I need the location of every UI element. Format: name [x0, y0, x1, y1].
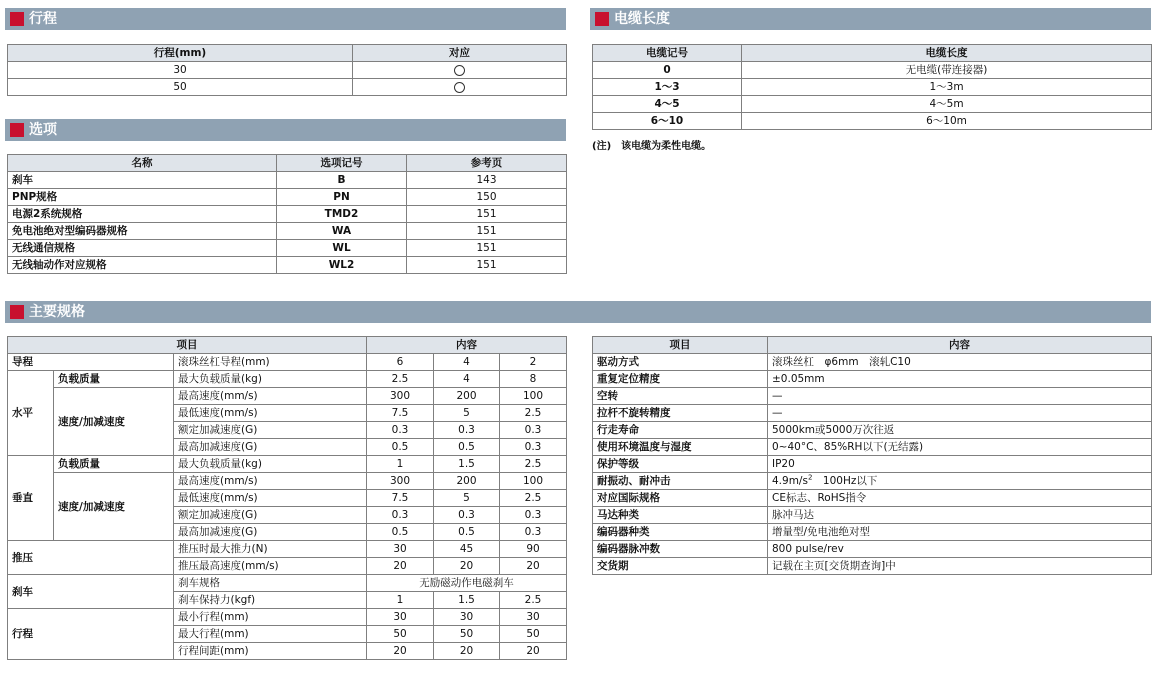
section-marker-icon — [10, 305, 24, 319]
spec-item: 最低速度(mm/s) — [174, 490, 367, 507]
option-code: WA — [277, 223, 407, 240]
section-marker-icon — [595, 12, 609, 26]
table-row — [593, 79, 1152, 96]
spec-item: 保护等级 — [593, 456, 768, 473]
spec-value: 200 — [434, 473, 500, 490]
subgroup-label: 负载质量 — [54, 456, 174, 473]
table-row — [8, 240, 567, 257]
table-row — [8, 609, 567, 626]
option-code: WL — [277, 240, 407, 257]
section-title: 电缆长度 — [614, 11, 670, 27]
spec-value: 2.5 — [367, 371, 434, 388]
table-row — [593, 473, 1152, 490]
option-page: 151 — [407, 206, 567, 223]
cable-code: 1～3 — [593, 79, 742, 96]
spec-item: 驱动方式 — [593, 354, 768, 371]
spec-value: 2 — [500, 354, 567, 371]
spec-value: 4 — [434, 354, 500, 371]
table-row — [593, 371, 1152, 388]
column-header: 名称 — [8, 155, 277, 172]
table-row — [593, 96, 1152, 113]
column-header: 内容 — [367, 337, 567, 354]
cable-length: 4～5m — [742, 96, 1152, 113]
column-header: 参考页 — [407, 155, 567, 172]
spec-value: 无励磁动作电磁刹车 — [367, 575, 567, 592]
spec-value: 0.5 — [367, 439, 434, 456]
spec-value: 50 — [367, 626, 434, 643]
table-row — [8, 388, 567, 405]
table-row — [8, 172, 567, 189]
spec-value: 0.3 — [500, 439, 567, 456]
table-row — [8, 371, 567, 388]
table-row — [593, 524, 1152, 541]
table-row — [8, 79, 567, 96]
spec-value: 5 — [434, 405, 500, 422]
subgroup-label: 速度/加减速度 — [54, 473, 174, 541]
spec-item: 最小行程(mm) — [174, 609, 367, 626]
table-row — [8, 62, 567, 79]
spec-value: 45 — [434, 541, 500, 558]
table-row — [593, 541, 1152, 558]
column-header: 电缆长度 — [742, 45, 1152, 62]
table-row — [8, 456, 567, 473]
spec-value: 0.5 — [434, 439, 500, 456]
spec-value: 2.5 — [500, 592, 567, 609]
table-row — [593, 62, 1152, 79]
option-page: 143 — [407, 172, 567, 189]
section-marker-icon — [10, 12, 24, 26]
spec-value: 5000km或5000万次往返 — [768, 422, 1152, 439]
spec-value: 20 — [367, 558, 434, 575]
spec-item: 使用环境温度与湿度 — [593, 439, 768, 456]
spec-value: — — [768, 388, 1152, 405]
table-row — [593, 507, 1152, 524]
spec-value: 2.5 — [500, 405, 567, 422]
table-row — [593, 422, 1152, 439]
spec-item: 行走寿命 — [593, 422, 768, 439]
table-row — [8, 223, 567, 240]
subgroup-label: 速度/加减速度 — [54, 388, 174, 456]
stroke-value: 30 — [8, 62, 353, 79]
section-marker-icon — [10, 123, 24, 137]
spec-item: 马达种类 — [593, 507, 768, 524]
spec-value: 100 — [500, 388, 567, 405]
spec-item: 耐振动、耐冲击 — [593, 473, 768, 490]
spec-value: 滚珠丝杠 φ6mm 滚轧C10 — [768, 354, 1152, 371]
table-row — [593, 456, 1152, 473]
spec-value: 50 — [500, 626, 567, 643]
table-header-row — [593, 337, 1152, 354]
spec-value: — — [768, 405, 1152, 422]
spec-value: 20 — [434, 558, 500, 575]
option-name: 无线通信规格 — [8, 240, 277, 257]
stroke-table — [7, 44, 567, 96]
spec-item: 交货期 — [593, 558, 768, 575]
spec-value: 1.5 — [434, 456, 500, 473]
vibration-exponent: 2 — [807, 473, 813, 482]
spec-item: 编码器种类 — [593, 524, 768, 541]
spec-value: 30 — [367, 541, 434, 558]
section-header-options — [5, 119, 566, 141]
table-row — [593, 113, 1152, 130]
vibration-suffix: 100Hz以下 — [812, 475, 878, 487]
table-row — [8, 473, 567, 490]
table-row — [593, 405, 1152, 422]
spec-value: 1 — [367, 456, 434, 473]
spec-value: 0.3 — [500, 507, 567, 524]
cable-length: 无电缆(带连接器) — [742, 62, 1152, 79]
vibration-value: 4.9m/s — [772, 475, 808, 487]
cable-code: 4～5 — [593, 96, 742, 113]
spec-item: 最大负载质量(kg) — [174, 371, 367, 388]
spec-value: 20 — [434, 643, 500, 660]
group-label: 行程 — [8, 609, 174, 660]
spec-item: 推压时最大推力(N) — [174, 541, 367, 558]
spec-value: 50 — [434, 626, 500, 643]
spec-item: 最低速度(mm/s) — [174, 405, 367, 422]
spec-item: 最大行程(mm) — [174, 626, 367, 643]
spec-value: 6 — [367, 354, 434, 371]
spec-value: 7.5 — [367, 405, 434, 422]
main-spec-left-table — [7, 336, 567, 660]
spec-item: 刹车规格 — [174, 575, 367, 592]
group-label: 水平 — [8, 371, 54, 456]
column-header: 项目 — [8, 337, 367, 354]
spec-item: 拉杆不旋转精度 — [593, 405, 768, 422]
cable-length: 1～3m — [742, 79, 1152, 96]
table-row — [8, 541, 567, 558]
column-header: 内容 — [768, 337, 1152, 354]
spec-item: 对应国际规格 — [593, 490, 768, 507]
circle-icon — [454, 65, 465, 76]
spec-item: 最高速度(mm/s) — [174, 473, 367, 490]
option-page: 151 — [407, 257, 567, 274]
spec-value: 100 — [500, 473, 567, 490]
option-page: 151 — [407, 223, 567, 240]
table-row — [8, 575, 567, 592]
column-header: 选项记号 — [277, 155, 407, 172]
spec-value: 2.5 — [500, 456, 567, 473]
spec-value: 脉冲马达 — [768, 507, 1152, 524]
table-row — [8, 354, 567, 371]
section-title: 行程 — [29, 11, 57, 27]
group-label: 刹车 — [8, 575, 174, 609]
spec-value: 300 — [367, 388, 434, 405]
table-header-row — [593, 45, 1152, 62]
cable-length: 6～10m — [742, 113, 1152, 130]
section-header-main-spec — [5, 301, 1151, 323]
spec-value: 0.5 — [434, 524, 500, 541]
table-row — [593, 558, 1152, 575]
spec-value: 0.3 — [500, 524, 567, 541]
spec-value: 0.5 — [367, 524, 434, 541]
option-code: TMD2 — [277, 206, 407, 223]
section-title: 选项 — [29, 122, 57, 138]
option-code: WL2 — [277, 257, 407, 274]
spec-value: 0.3 — [367, 507, 434, 524]
spec-item: 推压最高速度(mm/s) — [174, 558, 367, 575]
column-header: 行程(mm) — [8, 45, 353, 62]
spec-value: CE标志、RoHS指令 — [768, 490, 1152, 507]
options-table — [7, 154, 567, 274]
spec-value: 20 — [367, 643, 434, 660]
option-name: 电源2系统规格 — [8, 206, 277, 223]
spec-value: 1.5 — [434, 592, 500, 609]
table-row — [593, 490, 1152, 507]
spec-value — [768, 473, 1152, 490]
table-row — [593, 388, 1152, 405]
section-header-cable — [590, 8, 1151, 30]
table-header-row — [8, 337, 567, 354]
stroke-value: 50 — [8, 79, 353, 96]
table-row — [8, 189, 567, 206]
spec-value: 0~40°C、85%RH以下(无结露) — [768, 439, 1152, 456]
spec-value: 20 — [500, 643, 567, 660]
spec-item: 编码器脉冲数 — [593, 541, 768, 558]
spec-value: 0.3 — [367, 422, 434, 439]
column-header: 电缆记号 — [593, 45, 742, 62]
option-page: 150 — [407, 189, 567, 206]
spec-value: 增量型/免电池绝对型 — [768, 524, 1152, 541]
table-row — [593, 354, 1152, 371]
section-header-stroke — [5, 8, 566, 30]
option-name: PNP规格 — [8, 189, 277, 206]
spec-value: 4 — [434, 371, 500, 388]
column-header: 项目 — [593, 337, 768, 354]
supported-cell — [353, 62, 567, 79]
spec-item: 最高加减速度(G) — [174, 439, 367, 456]
circle-icon — [454, 82, 465, 93]
spec-value: 800 pulse/rev — [768, 541, 1152, 558]
table-header-row — [8, 155, 567, 172]
spec-value: 0.3 — [434, 422, 500, 439]
spec-value: 20 — [500, 558, 567, 575]
spec-value: 200 — [434, 388, 500, 405]
spec-item: 最高速度(mm/s) — [174, 388, 367, 405]
cable-note: (注) 该电缆为柔性电缆。 — [592, 141, 712, 152]
spec-value: 90 — [500, 541, 567, 558]
spec-value: 8 — [500, 371, 567, 388]
spec-item: 滚珠丝杠导程(mm) — [174, 354, 367, 371]
spec-item: 最大负载质量(kg) — [174, 456, 367, 473]
spec-value: 30 — [434, 609, 500, 626]
spec-item: 最高加减速度(G) — [174, 524, 367, 541]
cable-table — [592, 44, 1152, 130]
table-row — [8, 206, 567, 223]
spec-value: 1 — [367, 592, 434, 609]
spec-value: 7.5 — [367, 490, 434, 507]
group-label: 垂直 — [8, 456, 54, 541]
group-label: 推压 — [8, 541, 174, 575]
option-code: PN — [277, 189, 407, 206]
spec-value: 0.3 — [434, 507, 500, 524]
subgroup-label: 负载质量 — [54, 371, 174, 388]
spec-value: IP20 — [768, 456, 1152, 473]
cable-code: 6～10 — [593, 113, 742, 130]
spec-value: 30 — [367, 609, 434, 626]
supported-cell — [353, 79, 567, 96]
option-name: 无线轴动作对应规格 — [8, 257, 277, 274]
group-label: 导程 — [8, 354, 174, 371]
column-header: 对应 — [353, 45, 567, 62]
spec-item: 刹车保持力(kgf) — [174, 592, 367, 609]
option-name: 刹车 — [8, 172, 277, 189]
table-header-row — [8, 45, 567, 62]
main-spec-right-table — [592, 336, 1152, 575]
section-title: 主要规格 — [29, 304, 85, 320]
spec-value: 2.5 — [500, 490, 567, 507]
option-code: B — [277, 172, 407, 189]
table-row — [593, 439, 1152, 456]
spec-value: ±0.05mm — [768, 371, 1152, 388]
spec-value: 5 — [434, 490, 500, 507]
spec-item: 额定加减速度(G) — [174, 507, 367, 524]
option-page: 151 — [407, 240, 567, 257]
spec-value: 30 — [500, 609, 567, 626]
option-name: 免电池绝对型编码器规格 — [8, 223, 277, 240]
cable-code: 0 — [593, 62, 742, 79]
spec-item: 行程间距(mm) — [174, 643, 367, 660]
spec-item: 额定加减速度(G) — [174, 422, 367, 439]
spec-item: 重复定位精度 — [593, 371, 768, 388]
table-row — [8, 257, 567, 274]
spec-value: 记载在主页[交货期查询]中 — [768, 558, 1152, 575]
spec-value: 300 — [367, 473, 434, 490]
spec-value: 0.3 — [500, 422, 567, 439]
spec-item: 空转 — [593, 388, 768, 405]
